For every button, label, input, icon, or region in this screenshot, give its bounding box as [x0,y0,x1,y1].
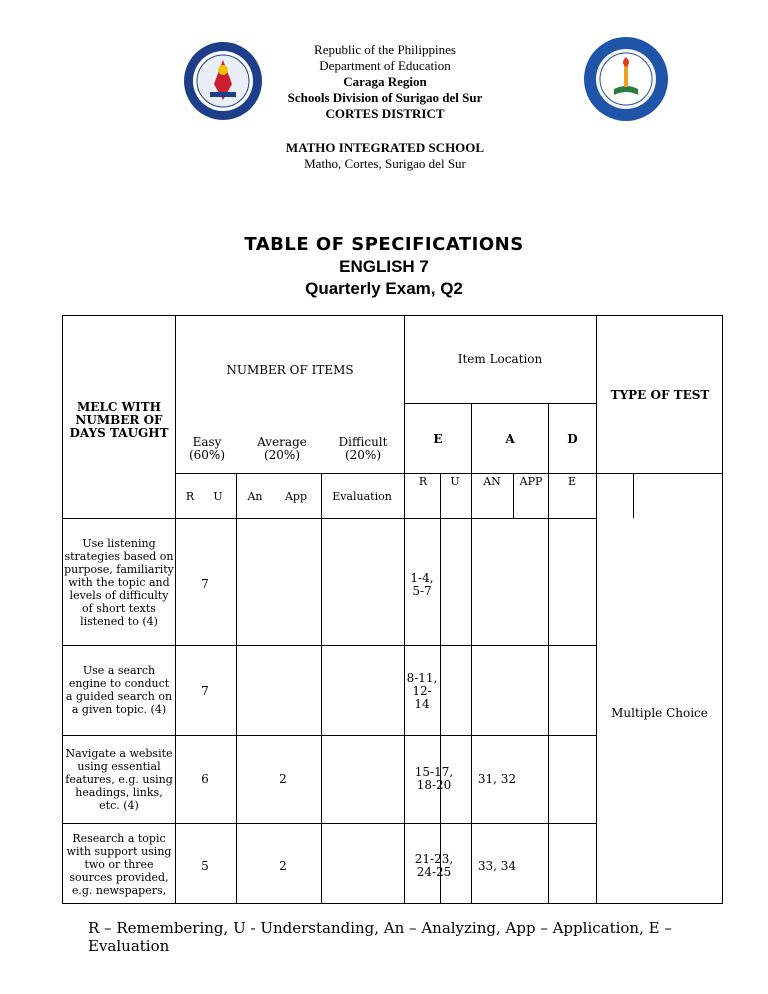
loc-app: APP [519,474,543,488]
easy-row-3: 6 [201,771,209,786]
easy-row-4: 5 [201,858,209,873]
avg-loc-row-3: 31, 32 [477,771,517,786]
easy-loc-row-4: 21-23, 24-25 [414,852,454,879]
header-department: Department of Education [319,58,451,73]
loc-e-header: E [433,431,443,446]
header-block [180,42,590,122]
easy-loc-row-1: 1-4, 5-7 [410,571,434,598]
sub-r: R [185,489,195,503]
location-header: Item Location [457,351,543,366]
type-header: TYPE OF TEST [610,387,710,402]
sub-app: App [284,489,308,503]
type-value: Multiple Choice [611,705,708,720]
melc-header: MELC WITH NUMBER OF DAYS TAUGHT [69,399,169,440]
header-region: Caraga Region [343,74,427,89]
title-block [0,234,768,299]
page-title: TABLE OF SPECIFICATIONS [244,234,524,255]
easy-loc-row-2: 8-11, 12-14 [406,670,438,711]
matho-school-seal-icon [582,35,670,123]
school-address: Matho, Cortes, Surigao del Sur [304,156,466,171]
header-division: Schools Division of Surigao del Sur [287,90,483,105]
legend-text: R – Remembering, U - Understanding, An – Analyzing, App – Application, E – Evaluation [88,919,672,955]
loc-a-header: A [505,431,515,446]
average-header: Average (20%) [257,435,307,462]
avg-loc-row-4: 33, 34 [477,858,517,873]
header-district: CORTES DISTRICT [325,106,445,121]
easy-row-2: 7 [201,683,209,698]
items-header: NUMBER OF ITEMS [226,362,354,377]
subject-title: ENGLISH 7 [339,257,429,276]
melc-row-2: Use a search engine to conduct a guided search on a given topic. (4) [65,664,173,716]
average-row-3: 2 [279,771,287,786]
easy-row-1: 7 [201,576,209,591]
loc-r: R [418,474,428,488]
sub-evaluation: Evaluation [332,489,392,503]
sub-an: An [247,489,263,503]
average-row-4: 2 [279,858,287,873]
school-name: MATHO INTEGRATED SCHOOL [285,140,485,155]
difficult-header: Difficult (20%) [338,435,388,462]
header-republic: Republic of the Philippines [314,42,456,57]
exam-title: Quarterly Exam, Q2 [305,279,463,298]
melc-row-1: Use listening strategies based on purpose, familiarity with the topic and levels of difficulty of short texts listened to (4) [64,536,174,628]
melc-row-3: Navigate a website using essential features, e.g. using headings, links, etc. (4) [65,746,173,812]
easy-header: Easy (60%) [188,435,226,462]
loc-an: AN [483,474,501,488]
loc-u: U [450,474,460,488]
sub-u: U [213,489,223,503]
loc-ee: E [567,474,577,488]
school-block [180,140,590,172]
loc-d-header: D [567,431,578,446]
easy-loc-row-3: 15-17, 18-20 [414,765,454,792]
melc-row-4: Research a topic with support using two or three sources provided, e.g. newspapers, [66,831,172,897]
